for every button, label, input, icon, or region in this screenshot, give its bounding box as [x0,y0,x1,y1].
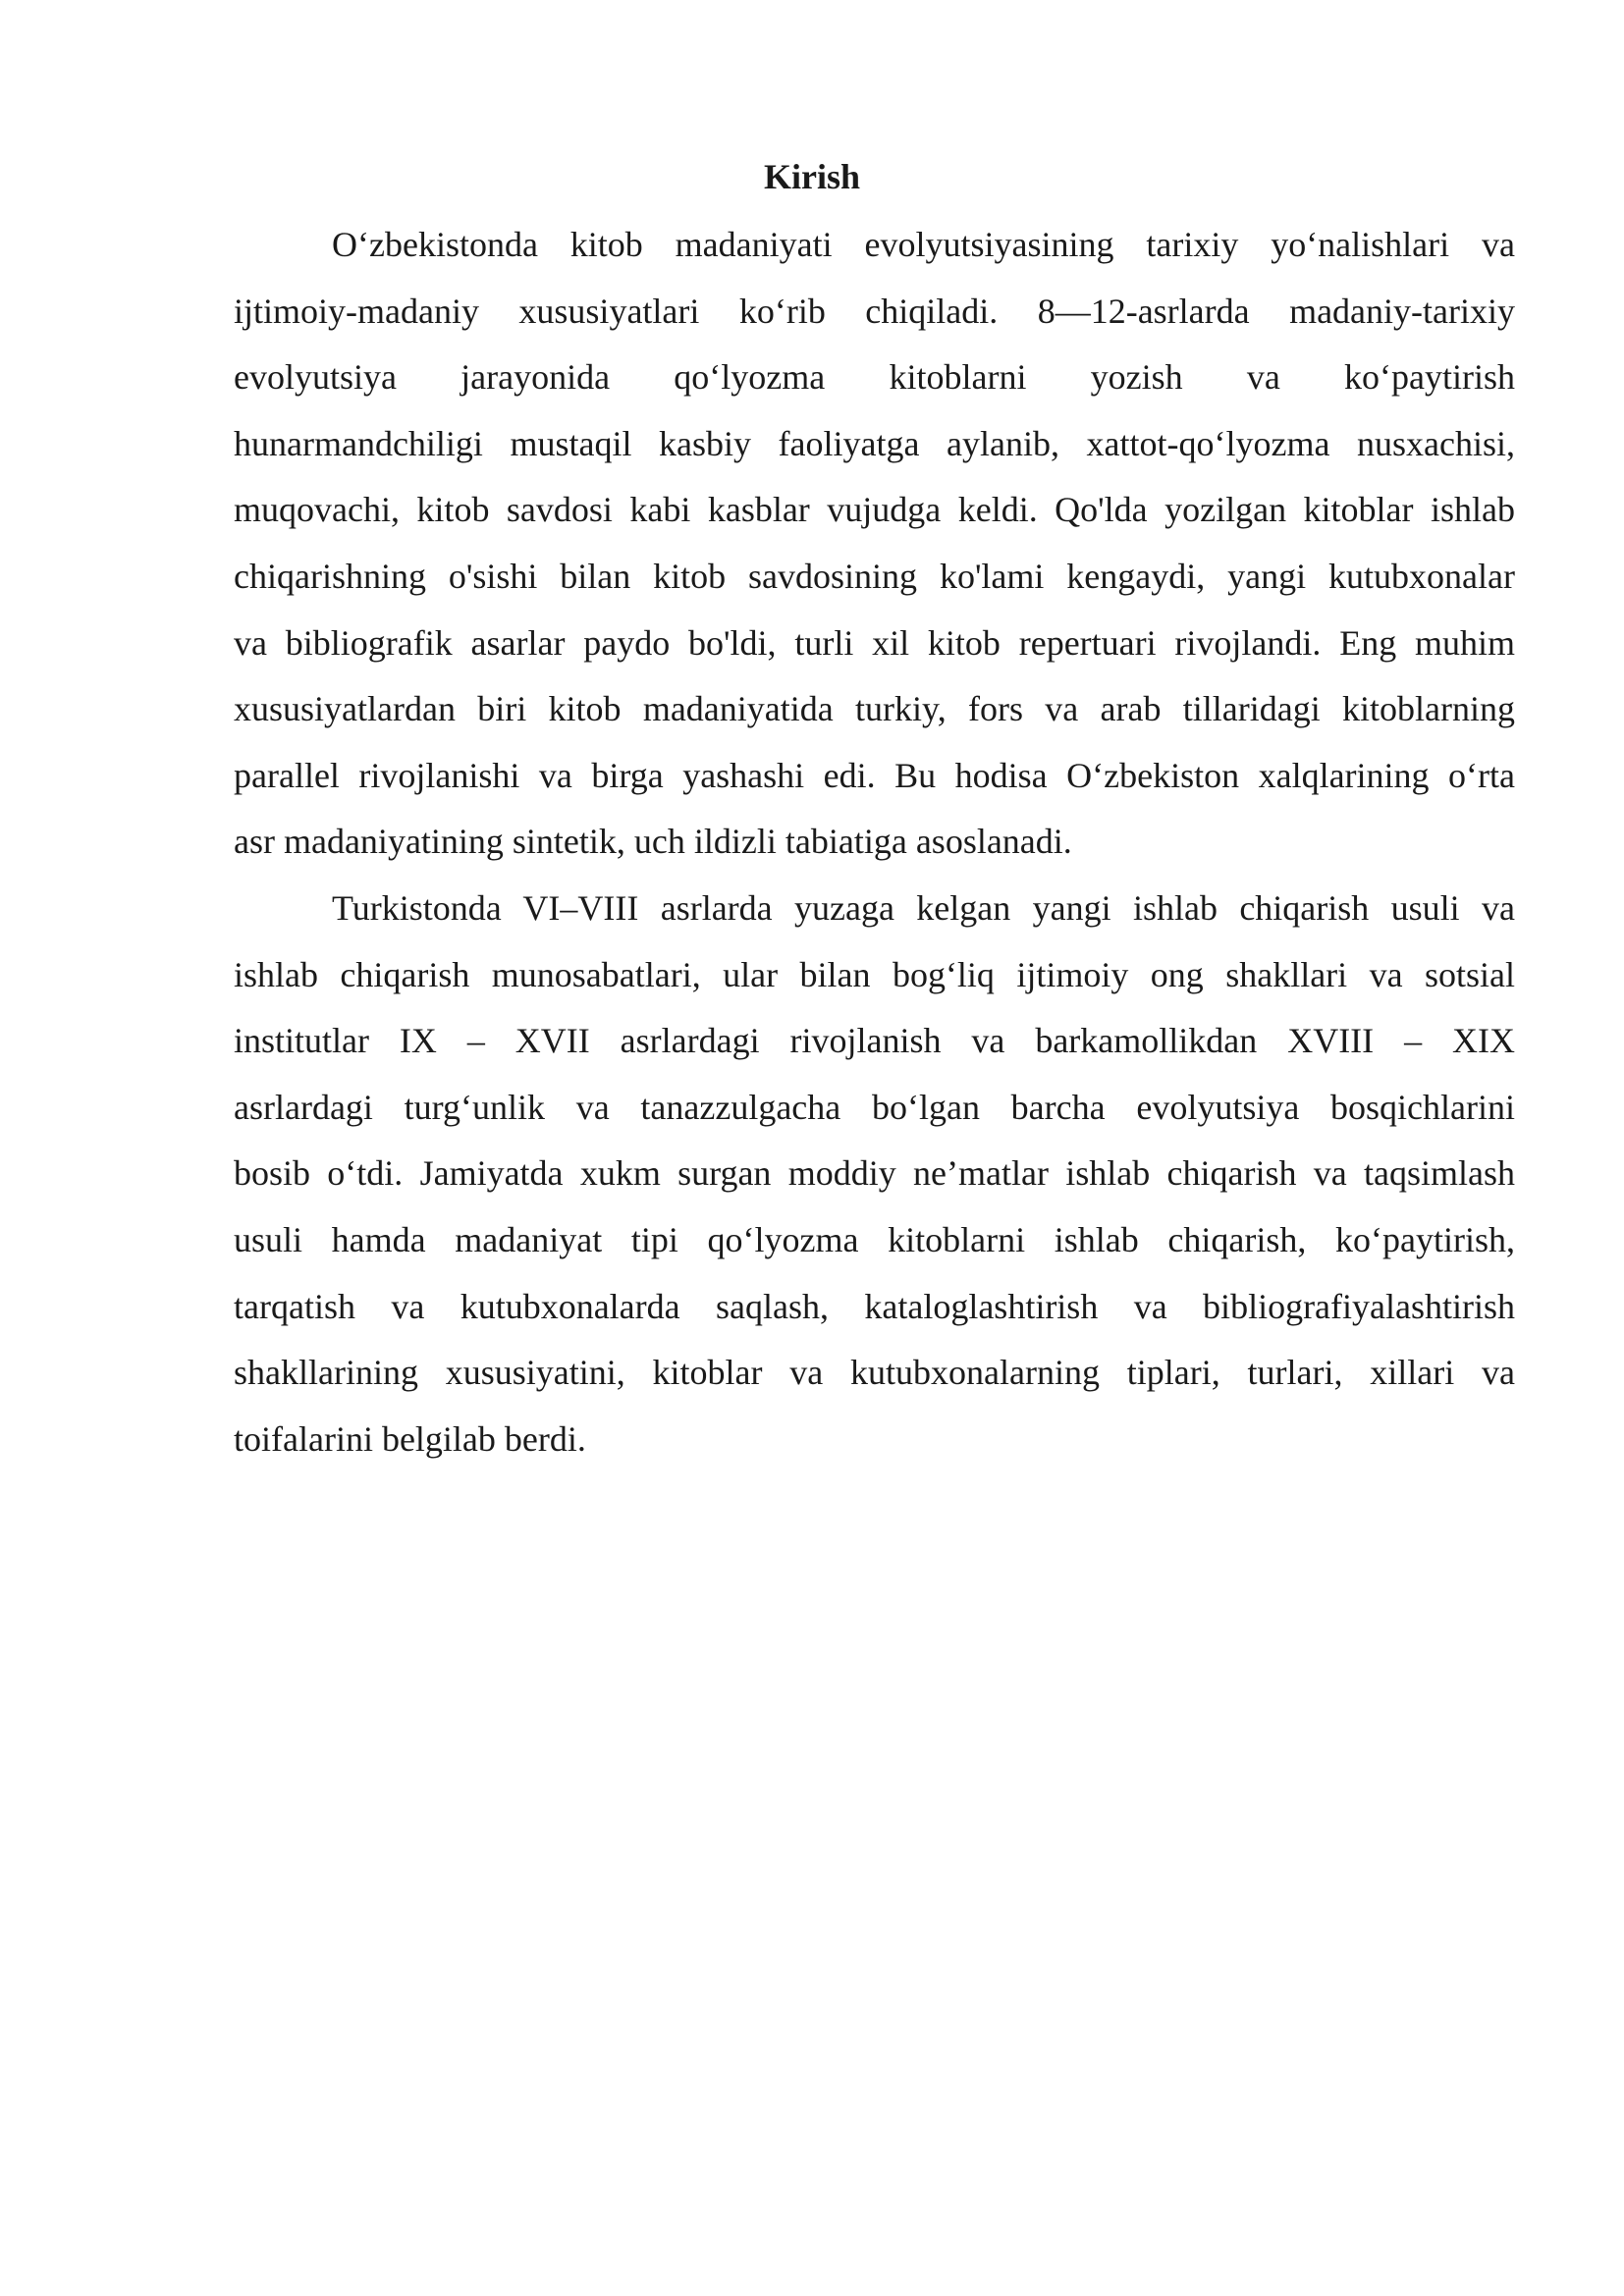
paragraph [234,212,1515,876]
text-line: O‘zbekistonda kitob madaniyati evolyutsiyasining tarixiy yo‘nalishlari va [332,225,1515,264]
text-line: bosib o‘tdi. Jamiyatda xukm surgan moddiy ne’matlar ishlab chiqarish va taqsimlash [234,1153,1515,1194]
text-line: Turkistonda VI–VIII asrlarda yuzaga kelgan yangi ishlab chiqarish usuli va [332,887,1515,928]
text-line: chiqarishning o'sishi bilan kitob savdosining ko'lami kengaydi, yangi kutubxonalar [234,556,1515,596]
text-line: ishlab chiqarish munosabatlari, ular bilan bog‘liq ijtimoiy ong shakllari va sotsial [234,954,1515,994]
text-line: usuli hamda madaniyat tipi qo‘lyozma kitoblarni ishlab chiqarish, ko‘paytirish, [234,1219,1515,1259]
text-line: parallel rivojlanishi va birga yashashi edi. Bu hodisa O‘zbekiston xalqlarining o‘rta [234,755,1515,795]
page-title: Kirish [763,157,860,196]
text-line: hunarmandchiligi mustaqil kasbiy faoliyatga aylanib, xattot-qo‘lyozma nusxachisi, [234,423,1515,463]
text-line: evolyutsiya jarayonida qo‘lyozma kitoblarni yozish va ko‘paytirish [234,357,1515,398]
text-line: asrlardagi turg‘unlik va tanazzulgacha bo‘lgan barcha evolyutsiya bosqichlarini [234,1087,1515,1127]
text-line: muqovachi, kitob savdosi kabi kasblar vujudga keldi. Qo'lda yozilgan kitoblar ishlab [234,490,1515,530]
text-line: toifalarini belgilab berdi. [234,1418,586,1459]
paragraph [234,876,1515,1472]
text-line: asr madaniyatining sintetik, uch ildizli tabiatiga asoslanadi. [234,822,1072,862]
text-line: va bibliografik asarlar paydo bo'ldi, turli xil kitob repertuari rivojlandi. Eng muhim [234,622,1515,663]
text-line: shakllarining xususiyatini, kitoblar va kutubxonalarning tiplari, turlari, xillari va [234,1353,1515,1393]
text-line: ijtimoiy-madaniy xususiyatlari ko‘rib chiqiladi. 8—12-asrlarda madaniy-tarixiy [234,291,1515,331]
text-line: tarqatish va kutubxonalarda saqlash, kataloglashtirish va bibliografiyalashtirish [234,1286,1515,1326]
text-line: institutlar IX – XVII asrlardagi rivojlanish va barkamollikdan XVIII – XIX [234,1021,1515,1061]
document-body [234,212,1515,1472]
text-line: xususiyatlardan biri kitob madaniyatida turkiy, fors va arab tillaridagi kitoblarning [234,689,1515,729]
